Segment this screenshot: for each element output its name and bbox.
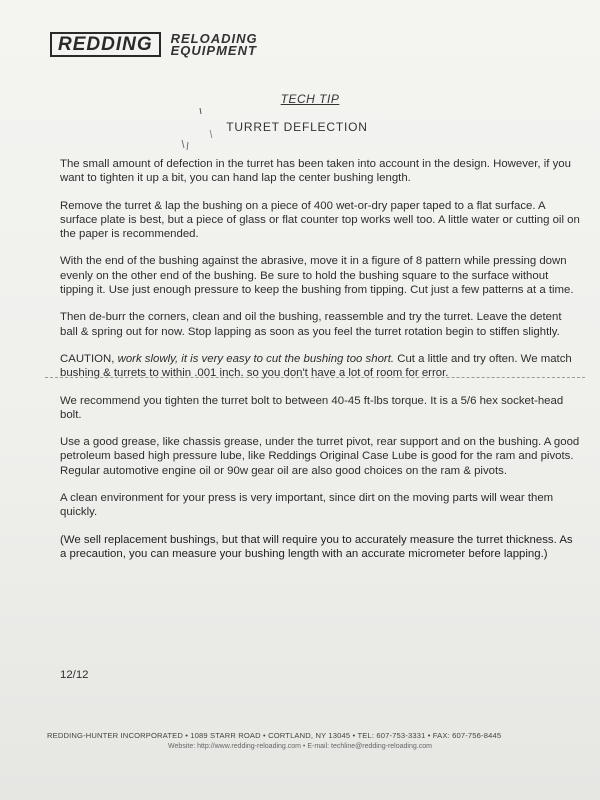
caution-italic: work slowly, it is very easy to cut the bushing too short. (117, 352, 395, 365)
page-title: TECH TIP (280, 92, 340, 106)
logo-subtitle (170, 30, 258, 58)
paragraph-clean-environment: A clean environment for your press is very important, since dirt on the moving parts will wear them quickly. (60, 492, 554, 519)
paragraph-figure-eight: With the end of the bushing against the abrasive, move it in a figure of 8 pattern while pressing down evenly on the other end of the bushing. Be sure to hold the bushing square to the surface without tipping it. Use just enough pressure to keep the bushing from tipping. Cut just a few patterns at a time. (60, 255, 574, 297)
paragraph-torque: We recommend you tighten the turret bolt to between 40-45 ft-lbs torque. It is a 5/6 hex socket-head bolt. (60, 394, 564, 421)
paragraph-replacement-bushings: (We sell replacement bushings, but that will require you to accurately measure the turret thickness. As a precaution, you can measure your bushing length with an accurate micrometer before lapping.) (60, 533, 573, 560)
caution-lead: CAUTION, (60, 352, 118, 365)
footer-address: REDDING-HUNTER INCORPORATED • 1089 STARR ROAD • CORTLAND, NY 13045 • TEL: 607-753-3331 • FAX: 607-756-8445 (47, 731, 502, 740)
logo-line-equipment: EQUIPMENT (170, 42, 257, 58)
document-subtitle: TURRET DEFLECTION (226, 120, 368, 134)
paragraph-deburr: Then de-burr the corners, clean and oil the bushing, reassemble and try the turret. Leave the detent ball & spring out for now. Stop lapping as soon as you feel the turret rotation begin to stiffen slightly. (60, 311, 562, 338)
fold-line (45, 377, 585, 378)
logo-wordmark: REDDING (50, 32, 161, 57)
footer-contact: Website: http://www.redding-reloading.com • E-mail: techline@redding-reloading.com (168, 743, 432, 750)
caution-rest: Cut a little and try often. We match bushing & turrets to within .001 inch. so you don't have a lot of room for error. (60, 352, 572, 380)
paragraph-remove-turret: Remove the turret & lap the bushing on a piece of 400 wet-or-dry paper taped to a flat surface. A surface plate is best, but a piece of glass or flat counter top works well too. A little water or cutting oil on the paper is recommended. (60, 199, 580, 241)
logo-line-reloading: RELOADING (170, 30, 258, 46)
paragraph-intro: The small amount of defection in the turret has been taken into account in the design. However, if you want to tighten it up a bit, you can hand lap the center bushing length. (60, 158, 571, 185)
document-body (60, 157, 580, 574)
redding-logo (50, 32, 258, 57)
paragraph-grease: Use a good grease, like chassis grease, under the turret pivot, rear support and on the bushing. A good petroleum based high pressure lube, like Reddings Original Case Lube is good for the ram and pivots. Regular automotive engine oil or 90w gear oil are also good choices on the ram & pivots. (60, 436, 580, 477)
document-date: 12/12 (60, 669, 89, 681)
